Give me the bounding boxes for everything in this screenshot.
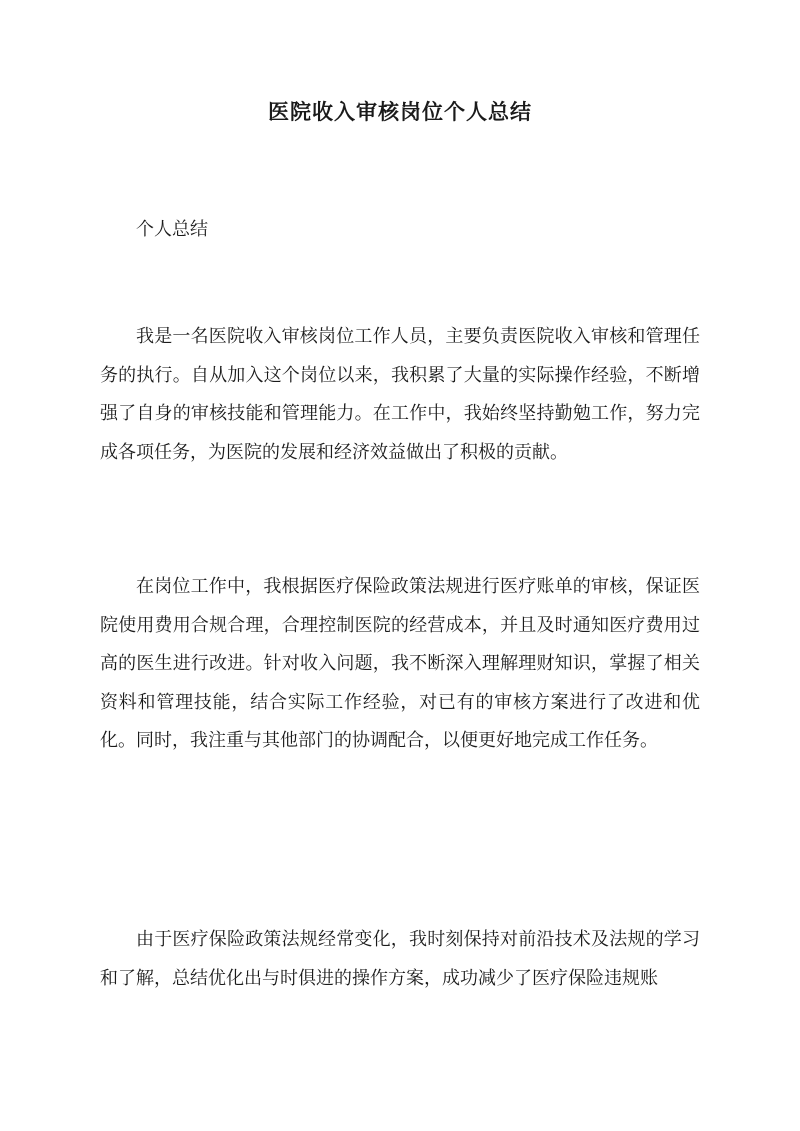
- paragraph: 在岗位工作中，我根据医疗保险政策法规进行医疗账单的审核，保证医院使用费用合规合理，合理控制医院的经营成本，并且及时通知医疗费用过高的医生进行改进。针对收入问题，我不断深入理解理财知识，掌握了相关资料和管理技能，结合实际工作经验，对已有的审核方案进行了改进和优化。同时，我注重与其他部门的协调配合，以便更好地完成工作任务。: [100, 576, 700, 752]
- paragraph: 由于医疗保险政策法规经常变化，我时刻保持对前沿技术及法规的学习和了解，总结优化出与时俱进的操作方案，成功减少了医疗保险违规账: [100, 929, 700, 989]
- section-heading: 个人总结: [136, 219, 208, 240]
- document-title: 医院收入审核岗位个人总结: [268, 99, 532, 124]
- paragraph: 我是一名医院收入审核岗位工作人员，主要负责医院收入审核和管理任务的执行。自从加入这个岗位以来，我积累了大量的实际操作经验，不断增强了自身的审核技能和管理能力。在工作中，我始终坚持勤勉工作，努力完成各项任务，为医院的发展和经济效益做出了积极的贡献。: [100, 326, 700, 463]
